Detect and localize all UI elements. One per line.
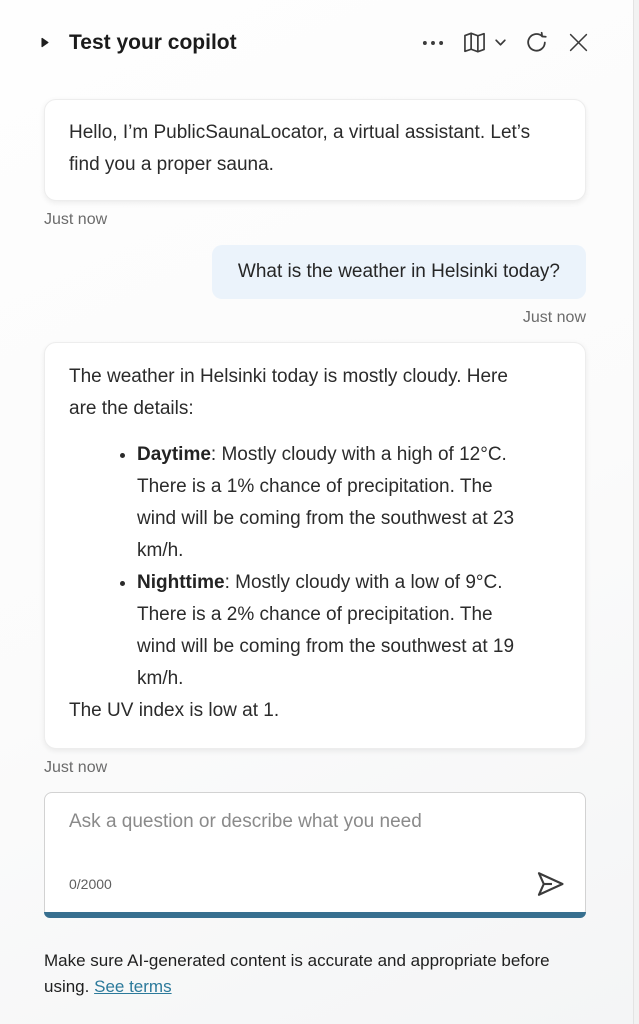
bot-message-bubble [44, 99, 586, 201]
composer-bottom-row [69, 867, 567, 901]
ellipsis-icon [420, 30, 446, 56]
user-message-bubble [212, 245, 586, 299]
bot-reply-outro: The UV index is low at 1. [69, 700, 280, 721]
close-icon [565, 29, 592, 56]
see-terms-link[interactable]: See terms [94, 977, 172, 996]
send-icon [533, 867, 567, 901]
bot-message-bubble [44, 342, 586, 749]
char-counter: 0/2000 [69, 876, 112, 892]
bullet-label: Nighttime [137, 572, 225, 593]
message-input[interactable] [45, 793, 585, 857]
refresh-button[interactable] [520, 26, 553, 59]
list-item-nighttime [137, 567, 517, 695]
send-button[interactable] [533, 867, 567, 901]
panel-title: Test your copilot [69, 30, 237, 54]
map-menu-button[interactable] [458, 26, 511, 59]
weather-details-list [69, 439, 561, 695]
collapse-panel-button[interactable] [36, 34, 53, 51]
bot-message-text: Hello, I’m PublicSaunaLocator, a virtual assistant. Let’s find you a proper sauna. [69, 122, 531, 175]
chat-transcript [0, 59, 633, 777]
bot-reply-intro: The weather in Helsinki today is mostly cloudy. Here are the details: [69, 366, 508, 419]
triangle-right-icon [38, 36, 51, 49]
refresh-icon [523, 29, 550, 56]
list-item-daytime [137, 439, 517, 567]
timestamp: Just now [522, 309, 586, 326]
panel-header [0, 0, 633, 59]
header-actions [417, 26, 595, 59]
timestamp: Just now [44, 211, 108, 228]
user-message-row [44, 245, 586, 299]
disclaimer-text: Make sure AI-generated content is accurate and appropriate before using. [44, 951, 550, 996]
disclaimer-footer [44, 948, 564, 1000]
bullet-text: : Mostly cloudy with a high of 12°C. There is a 1% chance of precipitation. The wind will be coming from the southwest at 23 km/h. [137, 444, 515, 561]
composer-accent-underline [44, 912, 586, 918]
map-icon [461, 29, 488, 56]
chevron-down-icon [493, 35, 508, 50]
more-options-button[interactable] [417, 27, 449, 59]
bullet-text: : Mostly cloudy with a low of 9°C. There is a 2% chance of precipitation. The wind will be coming from the southwest at 19 km/h. [137, 572, 515, 689]
close-button[interactable] [562, 26, 595, 59]
timestamp: Just now [44, 759, 108, 776]
user-message-text: What is the weather in Helsinki today? [237, 261, 560, 282]
bullet-label: Daytime [137, 444, 211, 465]
message-composer [44, 792, 586, 918]
